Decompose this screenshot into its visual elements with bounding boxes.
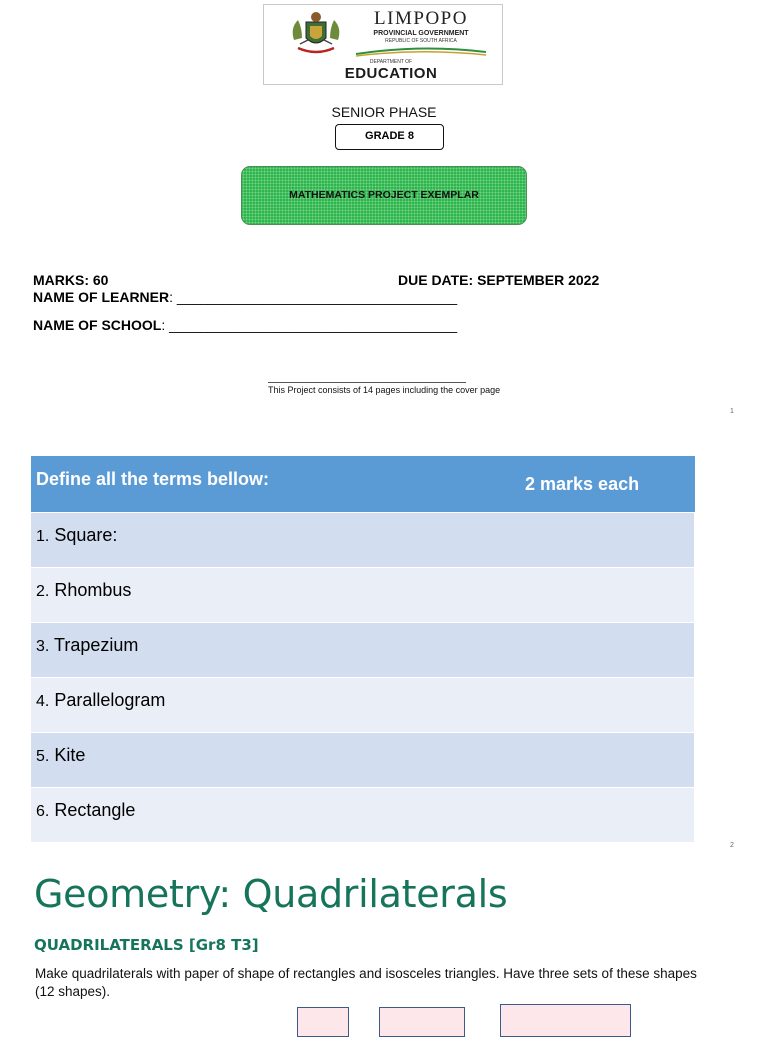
term-label: Parallelogram (49, 690, 166, 710)
table-row (31, 568, 694, 622)
coat-of-arms-icon (288, 10, 344, 56)
logo-province-name: LIMPOPO (374, 8, 468, 29)
terms-table (31, 456, 697, 842)
divider (268, 382, 466, 383)
row-number: 4. (36, 693, 50, 710)
section-subtitle: QUADRILATERALS [Gr8 T3] (34, 936, 259, 954)
table-row (31, 623, 694, 677)
term-label: Square: (49, 525, 118, 545)
table-row (31, 733, 694, 787)
term-label: Rhombus (49, 580, 132, 600)
school-name-label: NAME OF SCHOOL (33, 317, 162, 333)
table-header (31, 456, 697, 512)
term-label: Kite (49, 745, 86, 765)
department-logo (263, 4, 503, 85)
page-number: 1 (730, 408, 734, 415)
instructions-text: Make quadrilaterals with paper of shape of rectangles and isosceles triangles. Have three sets of these shapes (12 shapes). (35, 966, 697, 999)
logo-provincial-government: PROVINCIAL GOVERNMENT (373, 30, 469, 37)
learner-name-field (33, 289, 457, 305)
paper-shape (379, 1007, 465, 1037)
row-number: 2. (36, 583, 50, 600)
row-number: 3. (36, 638, 50, 655)
row-number: 5. (36, 748, 50, 765)
logo-republic: REPUBLIC OF SOUTH AFRICA (385, 38, 457, 44)
logo-department-of: DEPARTMENT OF (369, 59, 413, 65)
table-heading: Define all the terms bellow: (36, 469, 270, 489)
page-number: 2 (730, 842, 734, 849)
table-row (31, 788, 694, 842)
school-name-field (33, 317, 457, 333)
table-row (31, 513, 694, 567)
marks-each-label: 2 marks each (525, 474, 640, 494)
due-date-label: DUE DATE: SEPTEMBER 2022 (398, 272, 600, 288)
row-number: 1. (36, 528, 50, 545)
page-count-note: This Project consists of 14 pages including the cover page (268, 385, 501, 395)
swoosh-icon (356, 46, 486, 58)
table-row (31, 678, 694, 732)
term-label: Trapezium (49, 635, 139, 655)
paper-shape (297, 1007, 349, 1037)
row-number: 6. (36, 803, 50, 820)
section-title: Geometry: Quadrilaterals (34, 872, 508, 916)
project-title-banner: MATHEMATICS PROJECT EXEMPLAR (241, 166, 527, 225)
learner-name-blank: : ____________________________________ (169, 289, 458, 305)
grade-box: GRADE 8 (335, 124, 444, 150)
learner-name-label: NAME OF LEARNER (33, 289, 170, 305)
logo-education: EDUCATION (344, 65, 438, 82)
school-name-blank: : _____________________________________ (161, 317, 458, 333)
marks-label: MARKS: 60 (33, 272, 109, 288)
phase-label: SENIOR PHASE (331, 104, 437, 120)
term-label: Rectangle (49, 800, 136, 820)
paper-shape (500, 1004, 631, 1037)
